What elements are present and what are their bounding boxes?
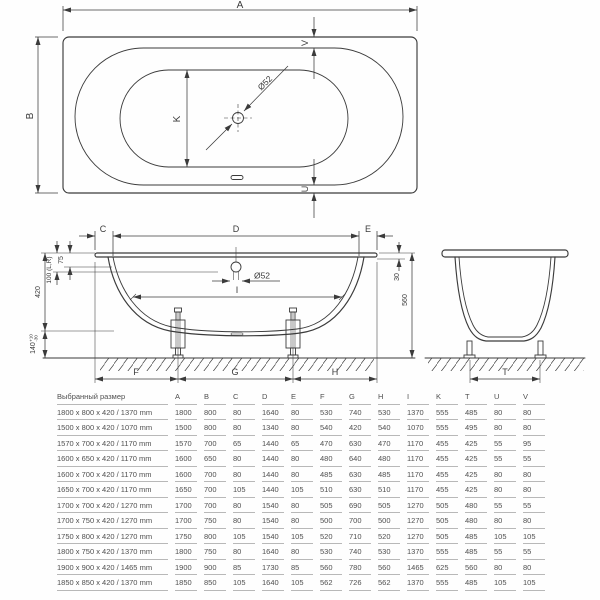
dim-cell: 750 [204, 513, 233, 529]
dim-cell: 80 [523, 513, 552, 529]
drain-bottom-mark [231, 333, 243, 335]
table-row[interactable] [57, 451, 552, 467]
dim-cell: 1465 [407, 560, 436, 576]
dim-cell: 105 [233, 482, 262, 498]
dim-cell: 640 [349, 451, 378, 467]
dim-100-label: 100 (L,R) [46, 256, 53, 284]
dim-cell: 500 [378, 513, 407, 529]
dim-cell: 425 [465, 451, 494, 467]
dim-cell: 80 [291, 467, 320, 483]
dim-cell: 555 [436, 420, 465, 436]
dim-cell: 1370 [407, 575, 436, 591]
dim-C-label: C [99, 224, 107, 234]
dim-cell: 105 [523, 529, 552, 545]
row-size-label: 1570 x 700 x 420 / 1170 mm [57, 436, 175, 452]
col-header-C: C [233, 389, 262, 405]
dim-cell: 55 [494, 544, 523, 560]
dim-cell: 562 [378, 575, 407, 591]
dim-cell: 1540 [262, 498, 291, 514]
col-header-D: D [262, 389, 291, 405]
dim-V-label: V [300, 39, 310, 47]
dim-cell: 800 [204, 405, 233, 421]
dim-cell: 65 [291, 436, 320, 452]
size-table-body [57, 405, 552, 591]
dim-cell: 800 [204, 420, 233, 436]
dim-cell: 1650 [175, 482, 204, 498]
dim-cell: 505 [320, 498, 349, 514]
table-row[interactable] [57, 405, 552, 421]
size-table [57, 389, 552, 591]
dim-cell: 80 [523, 405, 552, 421]
dim-cell: 1850 [175, 575, 204, 591]
dim-560-label: 560 [402, 294, 409, 306]
dim-U-label: U [300, 185, 310, 193]
dim-cell: 530 [320, 544, 349, 560]
dim-cell: 560 [465, 560, 494, 576]
dim-cell: 105 [494, 529, 523, 545]
side-view [29, 224, 416, 383]
dim-cell: 65 [233, 436, 262, 452]
dim-cell: 1600 [175, 451, 204, 467]
dim-H-label: H [331, 367, 339, 377]
dim-cell: 562 [320, 575, 349, 591]
dim-I-label: I [235, 285, 239, 295]
dim-cell: 540 [320, 420, 349, 436]
dim-cell: 625 [436, 560, 465, 576]
dim-cell: 105 [291, 482, 320, 498]
dim-cell: 425 [465, 467, 494, 483]
row-size-label: 1750 x 800 x 420 / 1270 mm [57, 529, 175, 545]
dim-E-label: E [364, 224, 372, 234]
dim-cell: 55 [494, 498, 523, 514]
dim-cell: 1700 [175, 498, 204, 514]
dim-cell: 1170 [407, 482, 436, 498]
dim-cell: 555 [436, 575, 465, 591]
dim-cell: 1270 [407, 529, 436, 545]
col-header-F: F [320, 389, 349, 405]
dim-cell: 80 [233, 451, 262, 467]
dim-cell: 425 [465, 482, 494, 498]
dim-B-label: B [25, 112, 36, 120]
col-header-K: K [436, 389, 465, 405]
row-size-label: 1700 x 700 x 420 / 1270 mm [57, 498, 175, 514]
dim-cell: 485 [465, 575, 494, 591]
dim-cell: 80 [233, 405, 262, 421]
drain-side-view [212, 247, 280, 281]
size-column-header: Выбранный размер [57, 389, 175, 405]
dim-cell: 1800 [175, 544, 204, 560]
dim-cell: 85 [291, 560, 320, 576]
row-size-label: 1500 x 800 x 420 / 1070 mm [57, 420, 175, 436]
dim-cell: 1730 [262, 560, 291, 576]
dim-cell: 1500 [175, 420, 204, 436]
dim-cell: 700 [204, 498, 233, 514]
dim-cell: 520 [320, 529, 349, 545]
dim-cell: 1440 [262, 467, 291, 483]
dim-cell: 520 [378, 529, 407, 545]
dim-cell: 690 [349, 498, 378, 514]
col-header-G: G [349, 389, 378, 405]
col-header-I: I [407, 389, 436, 405]
col-header-V: V [523, 389, 552, 405]
dim-A-label: A [236, 0, 244, 11]
dim-cell: 80 [233, 513, 262, 529]
dim-cell: 455 [436, 467, 465, 483]
drain-diameter-label: Ø52 [255, 73, 275, 93]
dim-cell: 55 [494, 436, 523, 452]
table-row[interactable] [57, 482, 552, 498]
col-header-H: H [378, 389, 407, 405]
dim-cell: 530 [378, 405, 407, 421]
row-size-label: 1850 x 850 x 420 / 1370 mm [57, 575, 175, 591]
dim-cell: 780 [349, 560, 378, 576]
dim-cell: 55 [523, 498, 552, 514]
dim-cell: 700 [204, 467, 233, 483]
dim-cell: 1370 [407, 405, 436, 421]
dim-cell: 1640 [262, 575, 291, 591]
end-view-feet [464, 341, 546, 358]
dim-G-label: G [231, 367, 239, 377]
table-row[interactable] [57, 420, 552, 436]
dim-cell: 505 [378, 498, 407, 514]
dim-cell: 630 [349, 467, 378, 483]
dim-420-label: 420 [35, 286, 42, 298]
dim-cell: 1270 [407, 513, 436, 529]
dim-cell: 80 [494, 405, 523, 421]
table-row[interactable] [57, 560, 552, 576]
dim-cell: 55 [523, 544, 552, 560]
dim-cell: 485 [465, 529, 494, 545]
size-table-header-row [57, 389, 552, 405]
dim-cell: 470 [378, 436, 407, 452]
dim-cell: 560 [378, 560, 407, 576]
dim-cell: 500 [320, 513, 349, 529]
dim-cell: 80 [291, 451, 320, 467]
col-header-B: B [204, 389, 233, 405]
dim-F-label: F [133, 367, 139, 377]
dim-cell: 505 [436, 529, 465, 545]
dim-D-label: D [232, 224, 240, 234]
dim-cell: 710 [349, 529, 378, 545]
dim-cell: 1640 [262, 544, 291, 560]
dim-cell: 540 [378, 420, 407, 436]
row-size-label: 1800 x 800 x 420 / 1370 mm [57, 405, 175, 421]
dim-cell: 80 [494, 420, 523, 436]
dim-cell: 95 [523, 436, 552, 452]
col-header-U: U [494, 389, 523, 405]
dim-cell: 80 [233, 544, 262, 560]
dim-cell: 1600 [175, 467, 204, 483]
dim-cell: 1070 [407, 420, 436, 436]
dim-cell: 420 [349, 420, 378, 436]
dim-cell: 1340 [262, 420, 291, 436]
table-row[interactable] [57, 467, 552, 483]
dim-cell: 555 [436, 405, 465, 421]
dim-cell: 1170 [407, 451, 436, 467]
dim-cell: 555 [436, 544, 465, 560]
dim-cell: 485 [320, 467, 349, 483]
col-header-T: T [465, 389, 494, 405]
table-row[interactable] [57, 513, 552, 529]
dim-cell: 740 [349, 544, 378, 560]
dim-140-label: $140^{+10}-30$ [28, 334, 39, 354]
dim-cell: 1900 [175, 560, 204, 576]
dim-cell: 800 [204, 529, 233, 545]
dim-cell: 480 [378, 451, 407, 467]
col-header-A: A [175, 389, 204, 405]
dim-cell: 105 [233, 575, 262, 591]
dim-cell: 80 [523, 420, 552, 436]
dim-cell: 505 [436, 513, 465, 529]
top-view [25, 0, 417, 218]
dim-cell: 80 [494, 482, 523, 498]
dim-cell: 105 [291, 529, 320, 545]
table-row[interactable] [57, 436, 552, 452]
drain-diameter-label-side: Ø52 [253, 270, 271, 281]
dim-cell: 1270 [407, 498, 436, 514]
dim-30-label: 30 [394, 273, 401, 281]
dim-cell: 1440 [262, 436, 291, 452]
dim-cell: 700 [204, 482, 233, 498]
dim-cell: 485 [465, 405, 494, 421]
table-row[interactable] [57, 498, 552, 514]
dim-cell: 850 [204, 575, 233, 591]
dim-cell: 80 [523, 560, 552, 576]
dim-cell: 1540 [262, 513, 291, 529]
dim-cell: 1440 [262, 451, 291, 467]
dim-cell: 700 [204, 436, 233, 452]
dim-cell: 80 [233, 498, 262, 514]
table-row[interactable] [57, 529, 552, 545]
dim-cell: 630 [349, 482, 378, 498]
dim-cell: 1540 [262, 529, 291, 545]
col-header-E: E [291, 389, 320, 405]
dim-cell: 80 [523, 467, 552, 483]
dim-cell: 105 [523, 575, 552, 591]
end-view [425, 250, 585, 383]
row-size-label: 1700 x 750 x 420 / 1270 mm [57, 513, 175, 529]
dim-cell: 750 [204, 544, 233, 560]
dim-cell: 55 [494, 451, 523, 467]
dim-cell: 480 [465, 513, 494, 529]
dim-K-label: K [172, 115, 183, 123]
table-row[interactable] [57, 575, 552, 591]
dim-cell: 740 [349, 405, 378, 421]
dim-cell: 80 [291, 405, 320, 421]
dim-cell: 455 [436, 451, 465, 467]
dim-cell: 80 [291, 498, 320, 514]
dim-cell: 105 [233, 529, 262, 545]
dim-cell: 80 [494, 513, 523, 529]
drain-top-view [206, 66, 288, 150]
dim-cell: 80 [494, 467, 523, 483]
dim-cell: 510 [378, 482, 407, 498]
row-size-label: 1650 x 700 x 420 / 1170 mm [57, 482, 175, 498]
dim-cell: 1170 [407, 467, 436, 483]
dim-cell: 470 [320, 436, 349, 452]
dim-cell: 1570 [175, 436, 204, 452]
dim-T-label: T [502, 367, 508, 377]
dim-cell: 530 [320, 405, 349, 421]
dim-cell: 900 [204, 560, 233, 576]
dim-cell: 85 [233, 560, 262, 576]
row-size-label: 1600 x 650 x 420 / 1170 mm [57, 451, 175, 467]
dim-cell: 485 [465, 544, 494, 560]
dim-cell: 80 [494, 560, 523, 576]
dim-cell: 105 [494, 575, 523, 591]
row-size-label: 1800 x 750 x 420 / 1370 mm [57, 544, 175, 560]
dim-cell: 455 [436, 482, 465, 498]
dim-cell: 425 [465, 436, 494, 452]
dim-75-label: 75 [58, 256, 65, 264]
dim-cell: 726 [349, 575, 378, 591]
dim-cell: 485 [378, 467, 407, 483]
dim-cell: 80 [291, 513, 320, 529]
dim-cell: 630 [349, 436, 378, 452]
dim-cell: 1440 [262, 482, 291, 498]
row-size-label: 1600 x 700 x 420 / 1170 mm [57, 467, 175, 483]
dim-cell: 80 [291, 420, 320, 436]
dim-cell: 505 [436, 498, 465, 514]
dim-cell: 530 [378, 544, 407, 560]
table-row[interactable] [57, 544, 552, 560]
dim-cell: 80 [523, 482, 552, 498]
dim-cell: 1170 [407, 436, 436, 452]
dim-cell: 1800 [175, 405, 204, 421]
dim-cell: 510 [320, 482, 349, 498]
dim-cell: 480 [465, 498, 494, 514]
dim-cell: 495 [465, 420, 494, 436]
dim-cell: 560 [320, 560, 349, 576]
dim-cell: 80 [233, 467, 262, 483]
dim-cell: 80 [291, 544, 320, 560]
dim-cell: 650 [204, 451, 233, 467]
dim-cell: 80 [233, 420, 262, 436]
row-size-label: 1900 x 900 x 420 / 1465 mm [57, 560, 175, 576]
dim-cell: 1370 [407, 544, 436, 560]
dim-cell: 700 [349, 513, 378, 529]
dim-cell: 1700 [175, 513, 204, 529]
dim-cell: 55 [523, 451, 552, 467]
dim-cell: 105 [291, 575, 320, 591]
dim-cell: 480 [320, 451, 349, 467]
dim-cell: 1750 [175, 529, 204, 545]
overflow-slot [231, 176, 243, 180]
dim-cell: 455 [436, 436, 465, 452]
dim-cell: 1640 [262, 405, 291, 421]
